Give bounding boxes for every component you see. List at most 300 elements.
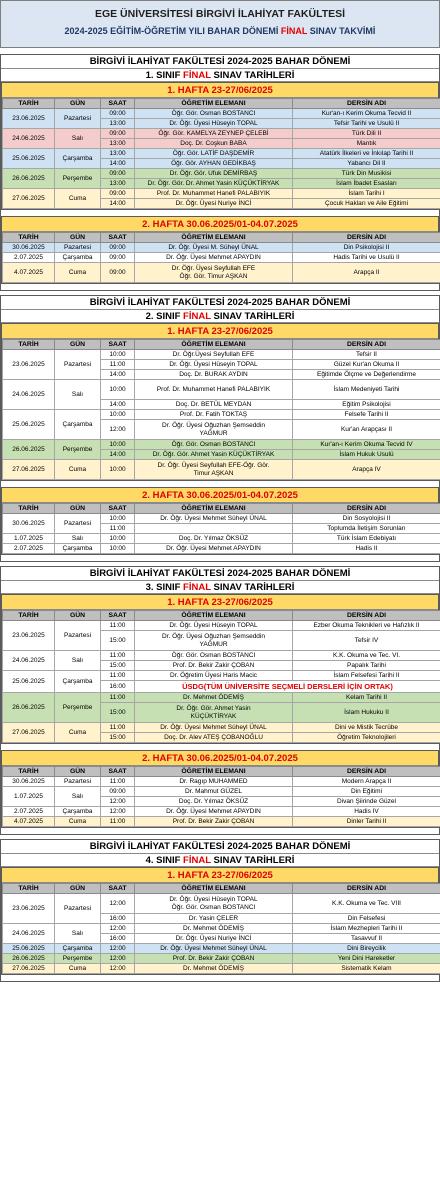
exam-course: Din Sosyolojisi II (293, 514, 440, 524)
exam-time: 14:00 (101, 159, 135, 169)
column-header: DERSİN ADI (293, 233, 440, 243)
column-header: DERSİN ADI (293, 504, 440, 514)
exam-time: 09:00 (101, 129, 135, 139)
table-body (3, 514, 440, 554)
exam-time: 09:00 (101, 263, 135, 283)
schedule-table (2, 610, 440, 743)
table-header (3, 767, 440, 777)
exam-teacher: Dr. Öğr. Üyesi Hüseyin TOPAL (135, 360, 293, 370)
table-body (3, 243, 440, 283)
column-header: ÖĞRETİM ELEMANI (135, 504, 293, 514)
exam-time: 11:00 (101, 777, 135, 787)
exam-day: Çarşamba (55, 671, 101, 693)
exam-day: Perşembe (55, 440, 101, 460)
exam-teacher: Dr. Yasin ÇELER (135, 914, 293, 924)
exam-time: 10:00 (101, 440, 135, 450)
exam-teacher: Dr. Öğr. Üyesi Hüseyin TOPAL (135, 621, 293, 631)
exam-course: Türk Din Musikisi (293, 169, 440, 179)
exam-course: Hadis Tarihi ve Usulü II (293, 253, 440, 263)
exam-date: 26.06.2025 (3, 169, 55, 189)
table-header (3, 99, 440, 109)
exam-date: 26.06.2025 (3, 954, 55, 964)
exam-time: 11:00 (101, 360, 135, 370)
exam-date: 25.06.2025 (3, 944, 55, 954)
exam-course: Arapça II (293, 263, 440, 283)
exam-date: 27.06.2025 (3, 460, 55, 480)
exam-course: Divan Şiirinde Güzel (293, 797, 440, 807)
exam-teacher: Doç. Dr. Yılmaz ÖKSÜZ (135, 534, 293, 544)
exam-date: 23.06.2025 (3, 894, 55, 924)
table-header (3, 504, 440, 514)
header-row (3, 884, 440, 894)
exam-teacher: Doç. Dr. BETÜL MEYDAN (135, 400, 293, 410)
exam-course: Tasavvuf II (293, 934, 440, 944)
exam-time: 10:00 (101, 534, 135, 544)
exam-date: 27.06.2025 (3, 964, 55, 974)
column-header: TARİH (3, 767, 55, 777)
exam-teacher: Öğr. Gör. Osman BOSTANCI (135, 651, 293, 661)
table-header (3, 611, 440, 621)
column-header: DERSİN ADI (293, 884, 440, 894)
class-block-subtitle (1, 69, 439, 82)
exam-day: Çarşamba (55, 944, 101, 954)
exam-time: 11:00 (101, 524, 135, 534)
exam-teacher: Dr. Öğr. Üyesi Mehmet APAYDIN (135, 544, 293, 554)
column-header: ÖĞRETİM ELEMANI (135, 99, 293, 109)
column-header: SAAT (101, 340, 135, 350)
table-row (3, 787, 440, 797)
exam-teacher: Öğr. Gör. Osman BOSTANCI (135, 440, 293, 450)
exam-teacher: Öğr. Gör. AYHAN GEDİKBAŞ (135, 159, 293, 169)
column-header: GÜN (55, 504, 101, 514)
table-row (3, 189, 440, 199)
exam-day: Cuma (55, 723, 101, 743)
exam-course: Tefsir IV (293, 631, 440, 651)
exam-time: 09:00 (101, 169, 135, 179)
exam-course: İslam Tarihi I (293, 189, 440, 199)
exam-course: Hadis IV (293, 807, 440, 817)
exam-time: 13:00 (101, 119, 135, 129)
exam-day: Pazartesi (55, 777, 101, 787)
table-header (3, 340, 440, 350)
exam-course: Kur'an-ı Kerim Okuma Tecvid II (293, 109, 440, 119)
column-header: TARİH (3, 99, 55, 109)
page-title: EGE ÜNİVERSİTESİ BİRGİVİ İLAHİYAT FAKÜLTESİ (94, 8, 346, 20)
week-title: 2. HAFTA 30.06.2025/01-04.07.2025 (2, 751, 438, 766)
exam-date: 30.06.2025 (3, 243, 55, 253)
exam-course: Felsefe Tarihi II (293, 410, 440, 420)
exam-course: Öğretim Teknolojileri (293, 733, 440, 743)
exam-teacher: Dr. Öğr. Gör. Ahmet Yasin KÜÇÜKTİRYAK (135, 450, 293, 460)
table-body (3, 621, 440, 743)
column-header: SAAT (101, 233, 135, 243)
table-row (3, 817, 440, 827)
class-block-title: BİRGİVİ İLAHİYAT FAKÜLTESİ 2024-2025 BAHAR DÖNEMİ (1, 567, 439, 581)
schedule-table (2, 503, 440, 554)
exam-course: Sistematik Kelam (293, 964, 440, 974)
exam-teacher: Prof. Dr. Bekir Zakir ÇOBAN (135, 954, 293, 964)
exam-date: 30.06.2025 (3, 777, 55, 787)
exam-date: 24.06.2025 (3, 380, 55, 410)
exam-teacher: Dr. Öğr. Üyesi Mehmet Süheyl ÜNAL (135, 723, 293, 733)
exam-course: Din Felsefesi (293, 914, 440, 924)
class-block-subtitle (1, 581, 439, 594)
exam-date: 1.07.2025 (3, 787, 55, 807)
column-header: SAAT (101, 767, 135, 777)
class-block-subtitle (1, 854, 439, 867)
week-section (1, 750, 439, 828)
exam-course: Eğitim Psikolojisi (293, 400, 440, 410)
exam-time: 09:00 (101, 189, 135, 199)
exam-date: 2.07.2025 (3, 807, 55, 817)
table-row (3, 671, 440, 681)
exam-course: Tefsir II (293, 350, 440, 360)
class-subtitle-final: FİNAL (183, 311, 211, 322)
table-row (3, 109, 440, 119)
column-header: ÖĞRETİM ELEMANI (135, 611, 293, 621)
exam-teacher: Doç. Dr. Coşkun BABA (135, 139, 293, 149)
exam-time: 11:00 (101, 621, 135, 631)
column-header: GÜN (55, 99, 101, 109)
exam-teacher: Dr. Öğr. Üyesi Nuriye İNCİ (135, 934, 293, 944)
column-header: TARİH (3, 233, 55, 243)
exam-course: Toplumda İletişim Sorunları (293, 524, 440, 534)
schedule-table (2, 98, 440, 209)
week-section (1, 594, 439, 744)
exam-date: 27.06.2025 (3, 189, 55, 209)
exam-day: Salı (55, 534, 101, 544)
exam-teacher: Dr. Öğr. Gör. Ahmet Yasin KÜÇÜKTİRYAK (135, 703, 293, 723)
column-header: DERSİN ADI (293, 340, 440, 350)
table-row (3, 243, 440, 253)
exam-teacher: Dr. Mehmet ÖDEMİŞ (135, 964, 293, 974)
table-body (3, 109, 440, 209)
table-row (3, 253, 440, 263)
exam-teacher: Dr. Öğr. Üyesi Mehmet APAYDIN (135, 807, 293, 817)
column-header: DERSİN ADI (293, 99, 440, 109)
exam-time: 11:00 (101, 723, 135, 733)
table-row (3, 964, 440, 974)
exam-time: 11:00 (101, 817, 135, 827)
exam-teacher: Dr. Öğr.Üyesi Seyfullah EFE (135, 350, 293, 360)
column-header: ÖĞRETİM ELEMANI (135, 884, 293, 894)
exam-teacher: Prof. Dr. Fatih TOKTAŞ (135, 410, 293, 420)
table-row (3, 380, 440, 400)
exam-date: 25.06.2025 (3, 149, 55, 169)
column-header: GÜN (55, 884, 101, 894)
exam-time: 16:00 (101, 681, 135, 693)
exam-date: 26.06.2025 (3, 693, 55, 723)
exam-date: 24.06.2025 (3, 924, 55, 944)
exam-course: Yeni Dini Hareketler (293, 954, 440, 964)
table-row (3, 651, 440, 661)
exam-time: 10:00 (101, 544, 135, 554)
exam-date: 26.06.2025 (3, 440, 55, 460)
week-section (1, 216, 439, 284)
exam-course: Eğitimde Ölçme ve Değerlendirme (293, 370, 440, 380)
exam-time: 12:00 (101, 807, 135, 817)
exam-teacher: Dr. Öğr. Üyesi Mehmet Süheyl ÜNAL (135, 514, 293, 524)
exam-teacher: Dr. Öğr. Üyesi Nuriye İNCİ (135, 199, 293, 209)
exam-note: ÜSDG(TÜM ÜNİVERSİTE SEÇMELİ DERSLERİ İÇİN ORTAK) (135, 681, 440, 693)
exam-date: 1.07.2025 (3, 534, 55, 544)
exam-teacher: Prof. Dr. Muhammet Hanefi PALABIYIK (135, 189, 293, 199)
exam-time: 14:00 (101, 199, 135, 209)
exam-date: 23.06.2025 (3, 621, 55, 651)
exam-time: 13:00 (101, 149, 135, 159)
exam-time: 12:00 (101, 797, 135, 807)
class-block (0, 839, 440, 982)
column-header: ÖĞRETİM ELEMANI (135, 767, 293, 777)
table-row (3, 129, 440, 139)
exam-day: Salı (55, 924, 101, 944)
exam-time: 12:00 (101, 894, 135, 914)
page-header (0, 0, 440, 48)
exam-day: Salı (55, 787, 101, 807)
column-header: DERSİN ADI (293, 767, 440, 777)
exam-time: 10:00 (101, 410, 135, 420)
exam-course: Hadis II (293, 544, 440, 554)
exam-day: Çarşamba (55, 807, 101, 817)
table-row (3, 514, 440, 524)
table-row (3, 149, 440, 159)
exam-date: 25.06.2025 (3, 671, 55, 693)
exam-day: Çarşamba (55, 149, 101, 169)
exam-teacher: Dr. Öğr. Üyesi Oğuzhan Şemseddin YAĞMUR (135, 631, 293, 651)
exam-day: Cuma (55, 189, 101, 209)
week-section (1, 82, 439, 210)
exam-day: Salı (55, 380, 101, 410)
exam-teacher: Dr. Öğr. Gör. Ufuk DEMİRBAŞ (135, 169, 293, 179)
exam-time: 15:00 (101, 703, 135, 723)
exam-teacher: Dr. Öğr. Üyesi Mehmet Süheyl ÜNAL (135, 944, 293, 954)
class-subtitle-prefix: 4. SINIF (145, 855, 184, 866)
table-row (3, 944, 440, 954)
exam-teacher: Dr. Ragıp MUHAMMED (135, 777, 293, 787)
table-row (3, 263, 440, 283)
class-block-title: BİRGİVİ İLAHİYAT FAKÜLTESİ 2024-2025 BAHAR DÖNEMİ (1, 55, 439, 69)
column-header: TARİH (3, 504, 55, 514)
exam-course: İslam Hukuku II (293, 703, 440, 723)
exam-time: 12:00 (101, 964, 135, 974)
exam-time: 14:00 (101, 400, 135, 410)
exam-time: 09:00 (101, 109, 135, 119)
exam-course: Kelam Tarihi II (293, 693, 440, 703)
exam-time: 13:00 (101, 139, 135, 149)
exam-course: Türk İslam Edebiyatı (293, 534, 440, 544)
class-subtitle-suffix: SINAV TARİHLERİ (210, 582, 295, 593)
exam-date: 24.06.2025 (3, 651, 55, 671)
exam-course: K.K. Okuma ve Tec. VI. (293, 651, 440, 661)
table-row (3, 169, 440, 179)
exam-day: Salı (55, 651, 101, 671)
column-header: GÜN (55, 767, 101, 777)
exam-teacher: Dr. Öğr. Gör. Dr. Ahmet Yasin KÜÇÜKTİRYAK (135, 179, 293, 189)
class-subtitle-final: FİNAL (183, 582, 211, 593)
exam-time: 10:00 (101, 380, 135, 400)
exam-teacher: Doç. Dr. BURAK AYDIN (135, 370, 293, 380)
class-subtitle-suffix: SINAV TARİHLERİ (210, 70, 295, 81)
class-block (0, 566, 440, 835)
page-subtitle-prefix: 2024-2025 EĞİTİM-ÖĞRETİM YILI BAHAR DÖNEMİ (64, 26, 281, 36)
week-title: 1. HAFTA 23-27/06/2025 (2, 324, 438, 339)
table-body (3, 777, 440, 827)
exam-day: Çarşamba (55, 410, 101, 440)
exam-day: Çarşamba (55, 253, 101, 263)
column-header: ÖĞRETİM ELEMANI (135, 340, 293, 350)
exam-time: 09:00 (101, 787, 135, 797)
table-row (3, 777, 440, 787)
exam-course: Güzel Kur'an Okuma II (293, 360, 440, 370)
table-row (3, 534, 440, 544)
table-body (3, 350, 440, 480)
exam-course: Papalık Tarihi (293, 661, 440, 671)
table-row (3, 807, 440, 817)
exam-course: Dini ve Mistik Tecrübe (293, 723, 440, 733)
exam-course: Mantık (293, 139, 440, 149)
column-header: TARİH (3, 884, 55, 894)
week-section (1, 323, 439, 481)
exam-course: İslam Mezhepleri Tarihi II (293, 924, 440, 934)
table-row (3, 440, 440, 450)
exam-teacher: Dr. Öğr. Üyesi Hüseyin TOPAL (135, 119, 293, 129)
exam-teacher: Öğr. Gör. LATİF DAŞDEMİR (135, 149, 293, 159)
exam-date: 30.06.2025 (3, 514, 55, 534)
exam-teacher: Dr. Öğr. Üyesi Mehmet APAYDIN (135, 253, 293, 263)
exam-course: Atatürk İlkeleri ve İnkılap Tarihi II (293, 149, 440, 159)
column-header: TARİH (3, 340, 55, 350)
exam-teacher: Dr. Mehmet ÖDEMİŞ (135, 924, 293, 934)
table-row (3, 894, 440, 914)
exam-time: 11:00 (101, 671, 135, 681)
table-row (3, 723, 440, 733)
header-row (3, 233, 440, 243)
exam-date: 4.07.2025 (3, 817, 55, 827)
schedule-table (2, 232, 440, 283)
page-subtitle-final: FİNAL (280, 26, 308, 36)
exam-day: Pazartesi (55, 243, 101, 253)
exam-course: Yabancı Dil II (293, 159, 440, 169)
column-header: GÜN (55, 611, 101, 621)
class-subtitle-prefix: 2. SINIF (145, 311, 184, 322)
exam-time: 15:00 (101, 733, 135, 743)
week-title: 1. HAFTA 23-27/06/2025 (2, 868, 438, 883)
week-section (1, 487, 439, 555)
exam-day: Pazartesi (55, 621, 101, 651)
schedule-table (2, 339, 440, 480)
exam-teacher: Prof. Dr. Bekir Zakir ÇOBAN (135, 817, 293, 827)
exam-day: Pazartesi (55, 350, 101, 380)
exam-teacher: Öğr. Gör. Osman BOSTANCI (135, 109, 293, 119)
exam-date: 25.06.2025 (3, 410, 55, 440)
exam-teacher (135, 524, 293, 534)
exam-date: 23.06.2025 (3, 109, 55, 129)
exam-time: 10:00 (101, 514, 135, 524)
exam-teacher: Dr. Öğr. Üyesi Seyfullah EFE Öğr. Gör. Timur AŞKAN (135, 263, 293, 283)
column-header: TARİH (3, 611, 55, 621)
exam-time: 12:00 (101, 924, 135, 934)
exam-course: Çocuk Hakları ve Aile Eğitimi (293, 199, 440, 209)
class-blocks (0, 54, 440, 982)
exam-day: Cuma (55, 263, 101, 283)
page-subtitle-suffix: SINAV TAKVİMİ (307, 26, 376, 36)
class-subtitle-prefix: 3. SINIF (145, 582, 184, 593)
exam-time: 10:00 (101, 460, 135, 480)
exam-teacher: Dr. Öğr. Üyesi Hüseyin TOPAL Öğr. Gör. Osman BOSTANCI (135, 894, 293, 914)
exam-time: 12:00 (101, 944, 135, 954)
table-row (3, 954, 440, 964)
exam-time: 15:00 (101, 661, 135, 671)
exam-date: 4.07.2025 (3, 263, 55, 283)
exam-time: 11:00 (101, 693, 135, 703)
exam-course: İslam Medeniyeti Tarihi (293, 380, 440, 400)
exam-time: 12:00 (101, 420, 135, 440)
table-row (3, 621, 440, 631)
exam-day: Cuma (55, 964, 101, 974)
week-title: 1. HAFTA 23-27/06/2025 (2, 83, 438, 98)
week-title: 1. HAFTA 23-27/06/2025 (2, 595, 438, 610)
column-header: SAAT (101, 504, 135, 514)
table-header (3, 233, 440, 243)
column-header: SAAT (101, 611, 135, 621)
exam-teacher: Öğr. Gör. KAMELYA ZEYNEP ÇELEBİ (135, 129, 293, 139)
exam-course: İslam İbadet Esasları (293, 179, 440, 189)
column-header: DERSİN ADI (293, 611, 440, 621)
class-block-subtitle (1, 310, 439, 323)
week-title: 2. HAFTA 30.06.2025/01-04.07.2025 (2, 217, 438, 232)
exam-teacher: Dr. Öğr. Üyesi Seyfullah EFE-Öğr. Gör. Timur AŞKAN (135, 460, 293, 480)
exam-day: Perşembe (55, 693, 101, 723)
column-header: ÖĞRETİM ELEMANI (135, 233, 293, 243)
column-header: SAAT (101, 884, 135, 894)
exam-teacher: Dr. Öğretim Üyesi Haris Macic (135, 671, 293, 681)
header-row (3, 611, 440, 621)
table-row (3, 544, 440, 554)
exam-day: Pazartesi (55, 109, 101, 129)
exam-course: Dini Bireycilik (293, 944, 440, 954)
exam-time: 15:00 (101, 631, 135, 651)
exam-teacher: Dr. Öğr. Üyesi M. Süheyl ÜNAL (135, 243, 293, 253)
exam-date: 27.06.2025 (3, 723, 55, 743)
exam-teacher: Prof. Dr. Muhammet Hanefi PALABIYIK (135, 380, 293, 400)
table-row (3, 460, 440, 480)
exam-time: 14:00 (101, 450, 135, 460)
exam-time: 16:00 (101, 934, 135, 944)
class-subtitle-suffix: SINAV TARİHLERİ (210, 311, 295, 322)
exam-course: Arapça IV (293, 460, 440, 480)
table-row (3, 924, 440, 934)
exam-day: Cuma (55, 460, 101, 480)
exam-time: 14:00 (101, 370, 135, 380)
exam-teacher: Doç. Dr. Alev ATEŞ ÇOBANOĞLU (135, 733, 293, 743)
class-subtitle-final: FİNAL (183, 855, 211, 866)
exam-course: Dinler Tarihi II (293, 817, 440, 827)
header-row (3, 99, 440, 109)
exam-day: Cuma (55, 817, 101, 827)
table-header (3, 884, 440, 894)
exam-course: Kur'an Arapçası II (293, 420, 440, 440)
table-row (3, 410, 440, 420)
exam-teacher: Prof. Dr. Bekir Zakir ÇOBAN (135, 661, 293, 671)
exam-date: 2.07.2025 (3, 253, 55, 263)
exam-time: 11:00 (101, 651, 135, 661)
class-subtitle-final: FİNAL (183, 70, 211, 81)
header-row (3, 504, 440, 514)
exam-course: İslam Hukuk Usulü (293, 450, 440, 460)
class-block-title: BİRGİVİ İLAHİYAT FAKÜLTESİ 2024-2025 BAHAR DÖNEMİ (1, 296, 439, 310)
column-header: GÜN (55, 340, 101, 350)
exam-teacher: Dr. Mehmet ÖDEMİŞ (135, 693, 293, 703)
